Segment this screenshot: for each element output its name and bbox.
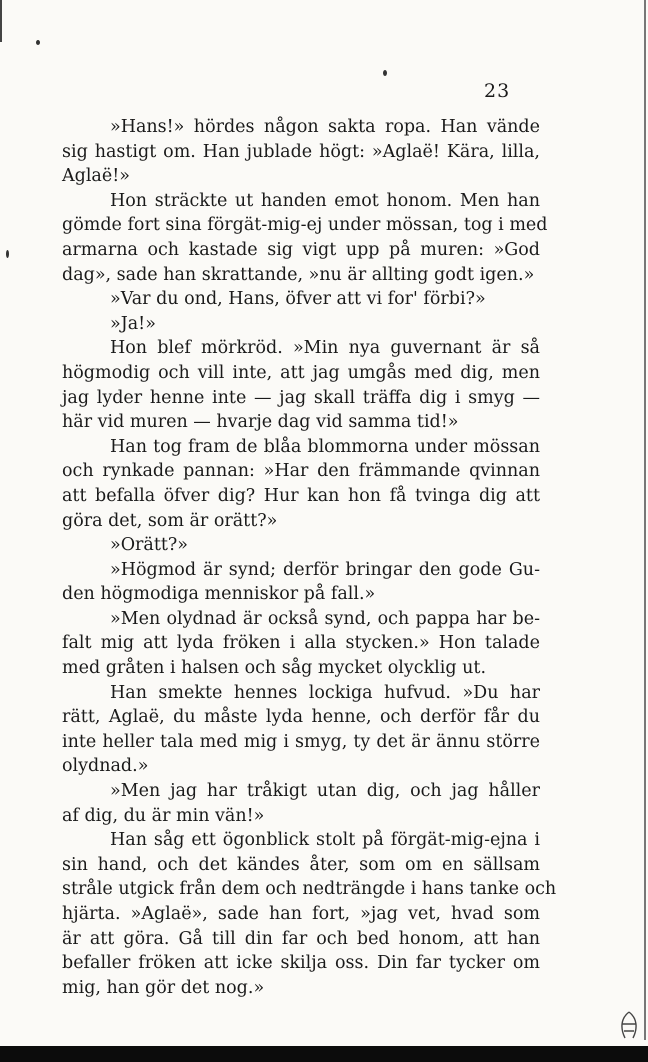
text-line: och rynkade pannan: »Har den främmande qvinnan [62,461,540,482]
text-line: »Men olydnad är också synd, och pappa har be- [110,608,540,629]
text-line: »Var du ond, Hans, öfver att vi for' förbi?» [110,289,486,310]
text-line: att befalla öfver dig? Hur kan hon få tvinga dig att [62,485,540,506]
text-line: Hon blef mörkröd. »Min nya guvernant är så [110,338,540,359]
text-line: mig, han gör det nog.» [62,977,265,998]
page-edge-left [0,0,2,42]
text-line: jag lyder henne inte — jag skall träffa dig i smyg — [62,387,540,408]
text-line: Han såg ett ögonblick stolt på förgät-mig-ejna i [110,830,540,851]
text-line: Han smekte hennes lockiga hufvud. »Du har [110,682,540,703]
text-line: Hon sträckte ut handen emot honom. Men han [110,190,540,211]
text-line: befaller fröken att icke skilja oss. Din far tycker om [62,953,540,974]
text-line: högmodig och vill inte, att jag umgås med dig, men [62,362,540,383]
ink-speck [6,250,9,258]
corner-ornament-icon [616,1010,642,1040]
text-line: »Ja!» [110,313,156,334]
text-line: armarna och kastade sig vigt upp på muren: »God [62,239,540,260]
text-line: här vid muren — hvarje dag vid samma tid!» [62,412,459,433]
text-line: Han tog fram de blåa blommorna under mössan [110,436,540,457]
ink-speck [36,40,40,45]
text-line: af dig, du är min vän!» [62,805,265,826]
text-line: »Orätt?» [110,535,189,556]
ink-speck [383,70,387,76]
text-line: sin hand, och det kändes åter, som om en sällsam [62,854,540,875]
text-line: dag», sade han skrattande, »nu är allting godt igen.» [62,264,535,285]
text-line: olydnad.» [62,756,149,777]
text-line: den högmodiga menniskor på fall.» [62,584,376,605]
page-number: 23 [484,80,511,102]
text-line: rätt, Aglaë, du måste lyda henne, och derför får du [62,707,540,728]
body-text [62,115,557,1000]
text-line: inte heller tala med mig i smyg, ty det är ännu större [62,731,540,752]
text-line: hjärta. »Aglaë», sade han fort, »jag vet, hvad som [62,904,540,924]
text-line: sig hastigt om. Han jublade högt: »Aglaë! Kära, lilla, [62,141,540,162]
text-line: är att göra. Gå till din far och bed honom, att han [62,928,540,949]
text-line: gömde fort sina förgät-mig-ej under mössan, tog i med [62,215,548,236]
text-line: Aglaë!» [62,166,130,187]
text-line: »Högmod är synd; derför bringar den gode Gu- [110,559,540,580]
text-line: stråle utgick från dem och nedträngde i hans tanke och [62,879,557,900]
text-line: »Men jag har tråkigt utan dig, och jag håller [110,781,540,802]
text-line: göra det, som är orätt?» [62,510,278,531]
page-edge-bottom [0,1046,648,1062]
text-line: »Hans!» hördes någon sakta ropa. Han vände [110,117,540,137]
text-line: med gråten i halsen och såg mycket olycklig ut. [62,658,487,679]
page-edge-right [644,0,646,1040]
text-line: falt mig att lyda fröken i alla stycken.» Hon talade [62,633,540,654]
